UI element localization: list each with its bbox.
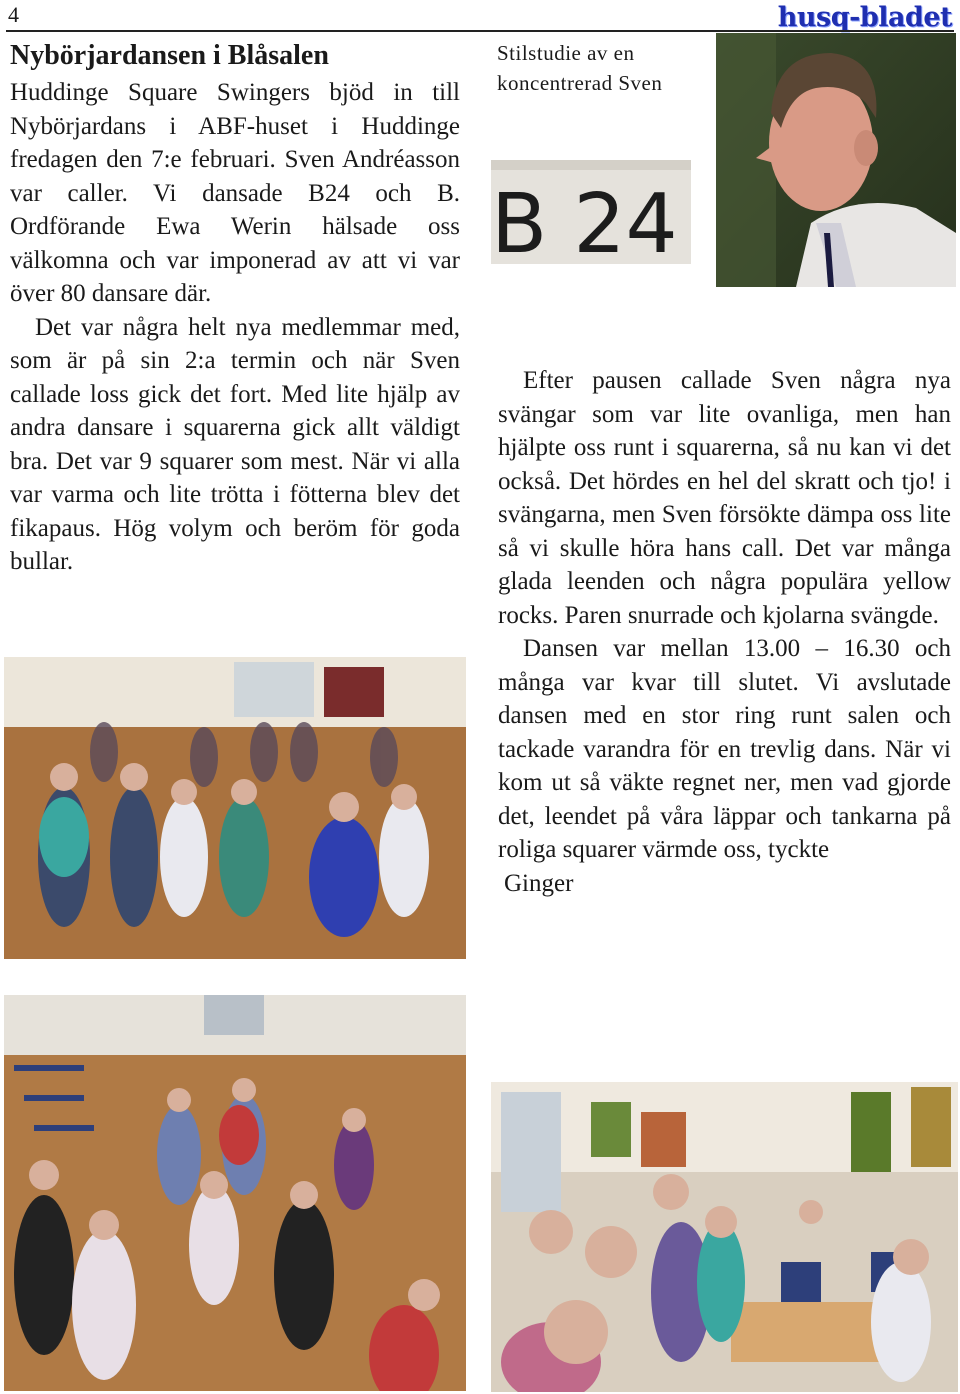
page-number: 4: [8, 2, 19, 27]
b24-sign-text: B 24: [491, 177, 678, 264]
dance-photo-overhead: [4, 995, 466, 1391]
coffee-break-photo: [491, 1082, 958, 1392]
paragraph-intro: Huddinge Square Swingers bjöd in till Nybörjardans i ABF-huset i Huddinge fredagen den 7:e februari. Sven Andréasson var caller. Vi dansade B24 och B. Ordförande Ewa Werin hälsade oss välkomna och var imponerad av att vi var över 80 dansare där.: [10, 79, 460, 307]
portrait-photo: [716, 33, 956, 287]
signature: Ginger: [504, 869, 574, 897]
paragraph-new-members: Det var några helt nya medlemmar med, som är på sin 2:a termin och när Sven callade loss gick det fort. Med lite hjälp av andra dansare i squarerna gick allt väldigt bra. Det var 9 squarer som mest. När vi alla var varma och lite trötta i fötterna blev det fikapaus. Hög volym och beröm för goda bullar.: [10, 313, 460, 575]
header-rule: [6, 30, 954, 32]
b24-sign-photo: [491, 160, 691, 264]
paragraph-after-break: Efter pausen callade Sven några nya svängar som var lite ovanliga, men han hjälpte oss runt i squarerna, så nu kan vi det också. Det hördes en hel del skratt och tjo! i svängarna, men Sven försökte dämpa oss lite så vi skulle höra hans call. Det var många glada leenden och några populära yellow rocks. Paren snurrade och kjolarna svängde.: [498, 367, 951, 629]
masthead-logo: husq-bladet: [777, 2, 952, 33]
article-column-2: [498, 364, 951, 900]
article-column-1: [10, 76, 460, 579]
paragraph-ending: Dansen var mellan 13.00 – 16.30 och många var kvar till slutet. Vi avslutade dansen med en stor ring runt salen och tackade varandra för en trevlig dans. När vi kom ut så väkte regnet ner, men vad gjorde det, leendet på våra läppar och tankarna på roliga squarer värmde oss, tyckte: [498, 635, 951, 863]
photo-caption: Stilstudie av en koncentrerad Sven: [497, 41, 663, 95]
dance-photo-floor: [4, 657, 466, 959]
article-title: Nybörjardansen i Blåsalen: [10, 40, 329, 71]
